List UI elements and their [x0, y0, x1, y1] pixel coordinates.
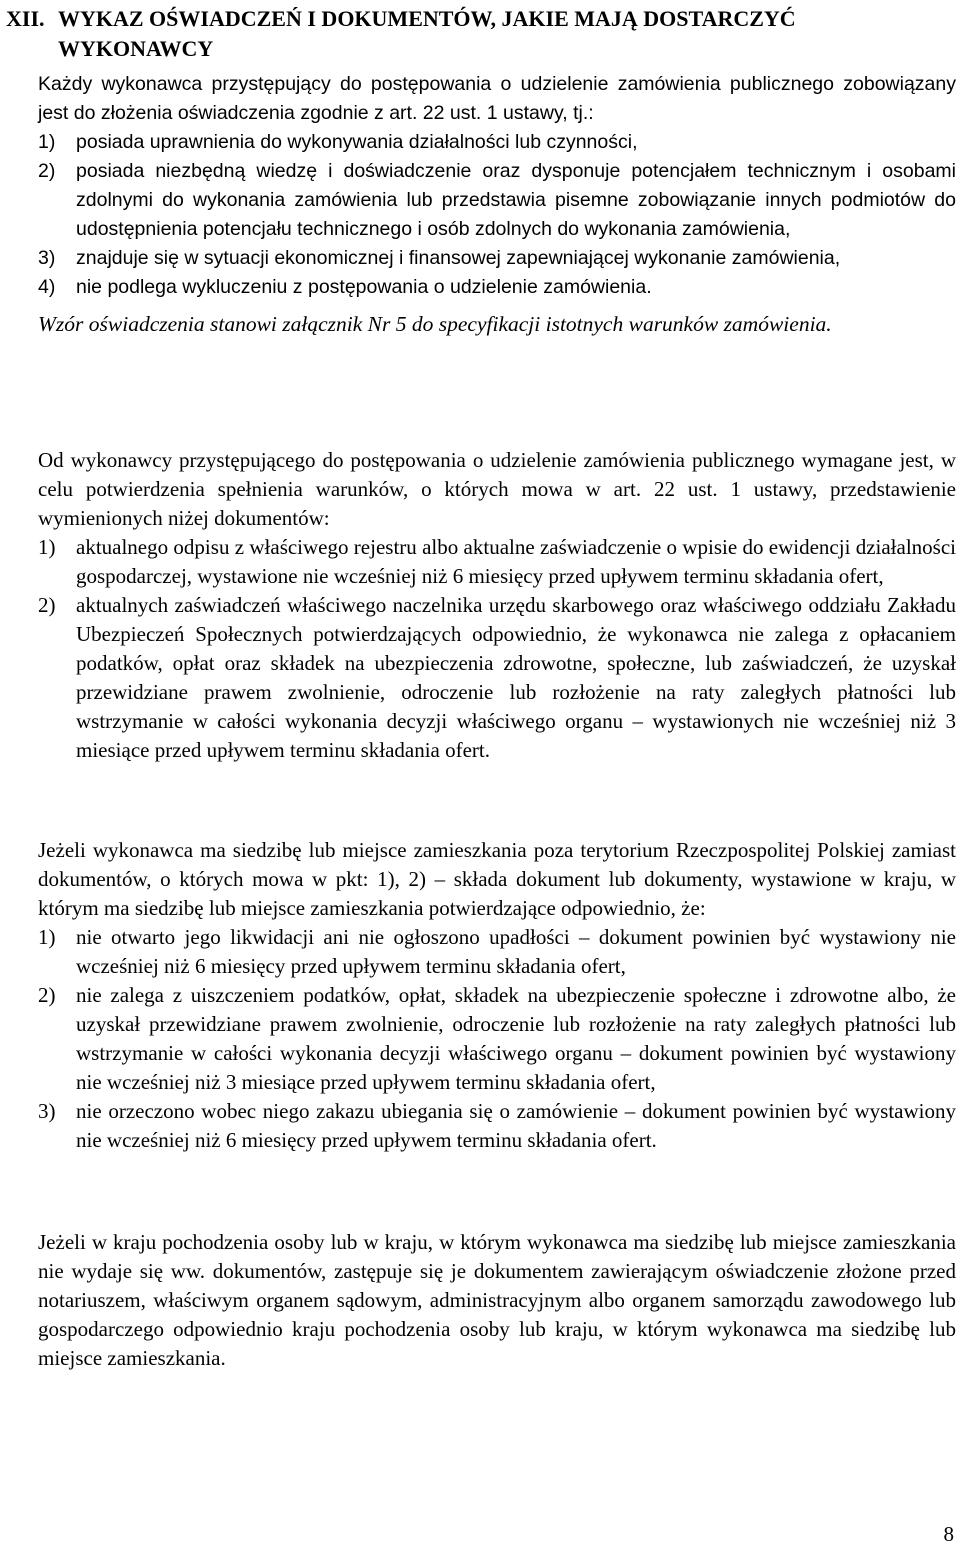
section-title-line1: WYKAZ OŚWIADCZEŃ I DOKUMENTÓW, JAKIE MAJĄ DOSTARCZYĆ — [58, 6, 796, 31]
document-item — [38, 591, 956, 765]
foreign-item — [38, 981, 956, 1097]
item-text: posiada uprawnienia do wykonywania działalności lub czynności, — [76, 131, 638, 153]
document-item — [38, 533, 956, 591]
item-number: 4) — [38, 276, 56, 298]
item-number: 2) — [38, 160, 56, 182]
item-text: znajduje się w sytuacji ekonomicznej i finansowej zapewniającej wykonanie zamówienia, — [76, 247, 841, 269]
documents-section — [38, 446, 956, 765]
declaration-item — [38, 273, 956, 302]
foreign-item — [38, 923, 956, 981]
item-text: nie podlega wykluczeniu z postępowania o udzielenie zamówienia. — [76, 276, 652, 298]
notary-statement-section — [38, 1228, 956, 1373]
item-text: nie otwarto jego likwidacji ani nie ogłoszono upadłości – dokument powinien być wystawiony nie wcześniej niż 6 miesięcy przed upływem terminu składania ofert, — [76, 925, 956, 978]
declaration-item — [38, 157, 956, 244]
declaration-intro: Każdy wykonawca przystępujący do postępowania o udzielenie zamówienia publicznego zobowiązany jest do złożenia oświadczenia zgodnie z art. 22 ust. 1 ustawy, tj.: — [38, 73, 956, 124]
item-text: aktualnego odpisu z właściwego rejestru albo aktualne zaświadczenie o wpisie do ewidencji działalności gospodarczej, wystawione nie wcześniej niż 6 miesięcy przed upływem terminu składania ofert, — [76, 535, 956, 588]
page-number: 8 — [943, 1522, 954, 1546]
item-number: 2) — [38, 983, 56, 1007]
item-text: posiada niezbędną wiedzę i doświadczenie oraz dysponuje potencjałem technicznym i osobami zdolnymi do wykonania zamówienia lub przedstawia pisemne zobowiązanie innych podmiotów do udostępnienia potencjału technicznego i osób zdolnych do wykonania zamówienia, — [76, 160, 956, 240]
section-heading — [6, 4, 956, 64]
template-note: Wzór oświadczenia stanowi załącznik Nr 5 do specyfikacji istotnych warunków zamówienia. — [38, 312, 832, 336]
item-text: nie zalega z uiszczeniem podatków, opłat, składek na ubezpieczenie społeczne i zdrowotne albo, że uzyskał przewidziane prawem zwolnienie, odroczenie lub rozłożenie na raty zaległych płatności lub wstrzymanie w całości wykonania decyzji właściwego organu – dokument powinien być wystawiony nie wcześniej niż 3 miesiące przed upływem terminu składania ofert, — [76, 983, 956, 1094]
item-number: 1) — [38, 925, 56, 949]
declaration-section — [38, 70, 956, 339]
item-number: 1) — [38, 535, 56, 559]
foreign-contractor-section — [38, 836, 956, 1155]
documents-intro: Od wykonawcy przystępującego do postępowania o udzielenie zamówienia publicznego wymagane jest, w celu potwierdzenia spełnienia warunków, o których mowa w art. 22 ust. 1 ustawy, przedstawienie wymienionych niżej dokumentów: — [38, 448, 956, 530]
notary-statement-text: Jeżeli w kraju pochodzenia osoby lub w kraju, w którym wykonawca ma siedzibę lub miejsce zamieszkania nie wydaje się ww. dokumentów, zastępuje się je dokumentem zawierającym oświadczenie złożone przed notariuszem, właściwym organem sądowym, administracyjnym albo organem samorządu zawodowego lub gospodarczego odpowiednio kraju pochodzenia osoby lub kraju, w którym wykonawca ma siedzibę lub miejsce zamieszkania. — [38, 1230, 956, 1370]
item-number: 3) — [38, 247, 56, 269]
foreign-item — [38, 1097, 956, 1155]
foreign-intro: Jeżeli wykonawca ma siedzibę lub miejsce zamieszkania poza terytorium Rzeczpospolitej Polskiej zamiast dokumentów, o których mowa w pkt: 1), 2) – składa dokument lub dokumenty, wystawione w kraju, w którym ma siedzibę lub miejsce zamieszkania potwierdzające odpowiednio, że: — [38, 838, 956, 920]
item-text: nie orzeczono wobec niego zakazu ubiegania się o zamówienie – dokument powinien być wystawiony nie wcześniej niż 6 miesięcy przed upływem terminu składania ofert. — [76, 1099, 956, 1152]
item-text: aktualnych zaświadczeń właściwego naczelnika urzędu skarbowego oraz właściwego oddziału Zakładu Ubezpieczeń Społecznych potwierdzających odpowiednio, że wykonawca nie zalega z opłacaniem podatków, opłat oraz składek na ubezpieczenia zdrowotne, społeczne, lub zaświadczeń, że uzyskał przewidziane prawem zwolnienie, odroczenie lub rozłożenie na raty zaległych płatności lub wstrzymanie w całości wykonania decyzji właściwego organu – wystawionych nie wcześniej niż 3 miesiące przed upływem terminu składania ofert. — [76, 593, 956, 762]
declaration-item — [38, 128, 956, 157]
section-title-line2: WYKONAWCY — [58, 36, 214, 61]
item-number: 3) — [38, 1099, 56, 1123]
item-number: 1) — [38, 131, 56, 153]
declaration-item — [38, 244, 956, 273]
section-number: XII. — [6, 6, 45, 31]
item-number: 2) — [38, 593, 56, 617]
